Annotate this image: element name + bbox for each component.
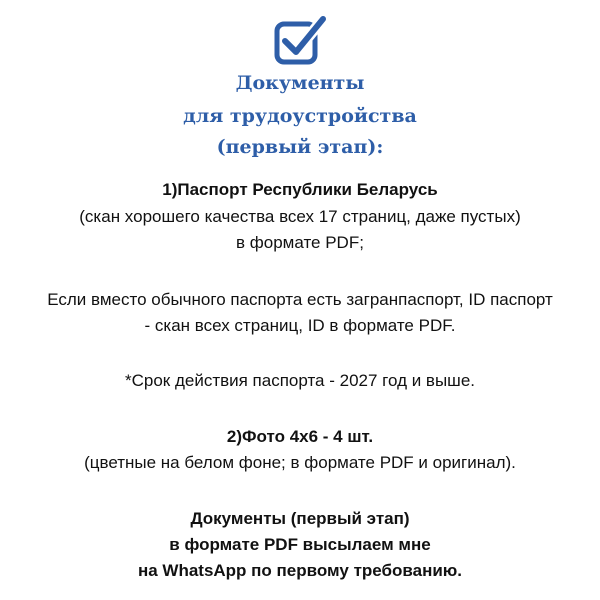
heading-line-1: Документы [235, 72, 365, 94]
heading-line-2: для трудоустройства [183, 105, 417, 127]
footer-line-3: на WhatsApp по первому требованию. [137, 561, 463, 580]
section-2-line-1: (цветные на белом фоне; в формате PDF и оригинал). [84, 453, 516, 472]
footer-line-1: Документы (первый этап) [190, 509, 410, 528]
section-1-title: 1)Паспорт Республики Беларусь [162, 180, 438, 199]
heading-line-3: (первый этап): [216, 136, 384, 158]
alt-passport-line-2: - скан всех страниц, ID в формате PDF. [144, 316, 456, 335]
alt-passport-line-1: Если вместо обычного паспорта есть загранпаспорт, ID паспорт [47, 290, 553, 309]
section-1-line-2: в формате PDF; [236, 233, 364, 252]
section-2-title: 2)Фото 4х6 - 4 шт. [226, 427, 374, 446]
validity-note: *Срок действия паспорта - 2027 год и выше. [124, 371, 475, 390]
footer-line-2: в формате PDF высылаем мне [169, 535, 431, 554]
checkbox-check-icon [273, 14, 327, 66]
section-1-line-1: (скан хорошего качества всех 17 страниц, даже пустых) [79, 207, 521, 226]
